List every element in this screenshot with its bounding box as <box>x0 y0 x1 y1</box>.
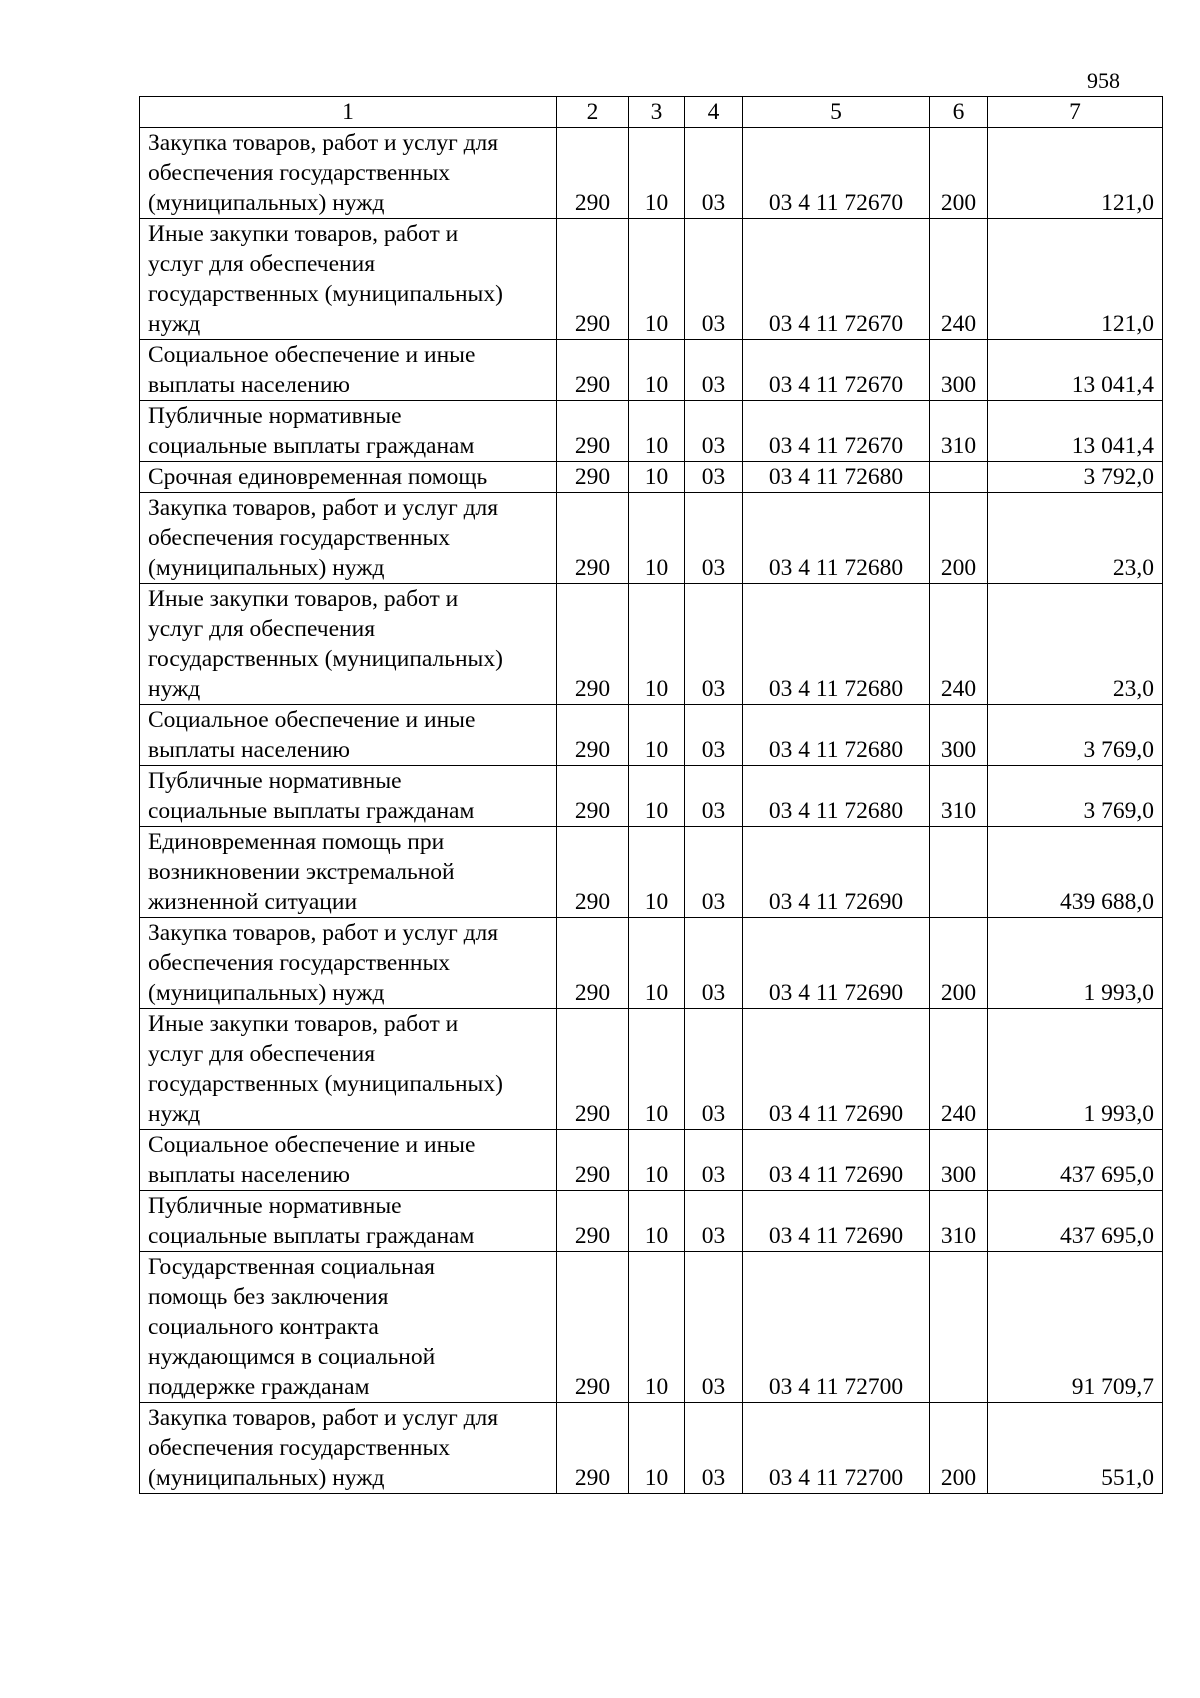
cell-name <box>140 219 557 340</box>
cell-name-line: нужд <box>148 1101 201 1127</box>
cell-name-line: социальные выплаты гражданам <box>148 798 475 824</box>
header-cell: 3 <box>629 97 685 128</box>
cell-col-3: 10 <box>629 584 685 705</box>
header-cell: 2 <box>557 97 629 128</box>
cell-col-3: 10 <box>629 766 685 827</box>
cell-name-line: Публичные нормативные <box>148 1193 402 1219</box>
cell-name-line: нуждающимся в социальной <box>148 1344 436 1370</box>
cell-target-article: 03 4 11 72670 <box>743 219 930 340</box>
cell-expense-type <box>930 1252 988 1403</box>
table-body <box>140 128 1163 1494</box>
cell-col-3: 10 <box>629 462 685 493</box>
cell-col-4: 03 <box>685 401 743 462</box>
cell-target-article: 03 4 11 72680 <box>743 705 930 766</box>
cell-target-article: 03 4 11 72690 <box>743 1130 930 1191</box>
cell-col-2: 290 <box>557 340 629 401</box>
cell-name-line: поддержке гражданам <box>148 1374 370 1400</box>
cell-name-line: государственных (муниципальных) <box>148 646 503 672</box>
cell-name-line: социальные выплаты гражданам <box>148 1223 475 1249</box>
header-cell: 7 <box>988 97 1163 128</box>
cell-name-line: Социальное обеспечение и иные <box>148 707 476 733</box>
cell-name <box>140 493 557 584</box>
cell-expense-type <box>930 462 988 493</box>
cell-col-4: 03 <box>685 584 743 705</box>
cell-col-2: 290 <box>557 1403 629 1494</box>
cell-name-line: Социальное обеспечение и иные <box>148 342 476 368</box>
cell-col-3: 10 <box>629 918 685 1009</box>
table-row <box>140 584 1163 705</box>
cell-target-article: 03 4 11 72690 <box>743 1191 930 1252</box>
cell-name-line: обеспечения государственных <box>148 950 451 976</box>
table-row <box>140 401 1163 462</box>
cell-name-line: (муниципальных) нужд <box>148 555 385 581</box>
cell-name <box>140 584 557 705</box>
cell-name-line: обеспечения государственных <box>148 525 451 551</box>
header-cell: 4 <box>685 97 743 128</box>
cell-col-3: 10 <box>629 705 685 766</box>
cell-expense-type: 240 <box>930 1009 988 1130</box>
table-row <box>140 827 1163 918</box>
cell-col-4: 03 <box>685 1403 743 1494</box>
cell-amount: 3 769,0 <box>988 766 1163 827</box>
cell-name-line: Социальное обеспечение и иные <box>148 1132 476 1158</box>
cell-name <box>140 1403 557 1494</box>
cell-name-line: государственных (муниципальных) <box>148 281 503 307</box>
cell-expense-type: 240 <box>930 219 988 340</box>
cell-amount: 23,0 <box>988 493 1163 584</box>
cell-name-line: возникновении экстремальной <box>148 859 455 885</box>
cell-name-line: социального контракта <box>148 1314 379 1340</box>
cell-name-line: Публичные нормативные <box>148 768 402 794</box>
cell-target-article: 03 4 11 72680 <box>743 766 930 827</box>
cell-name <box>140 1009 557 1130</box>
cell-expense-type: 310 <box>930 1191 988 1252</box>
cell-name-line: услуг для обеспечения <box>148 251 376 277</box>
table-row <box>140 462 1163 493</box>
header-cell: 5 <box>743 97 930 128</box>
cell-col-2: 290 <box>557 1252 629 1403</box>
cell-col-4: 03 <box>685 1009 743 1130</box>
cell-col-2: 290 <box>557 1191 629 1252</box>
cell-name-line: выплаты населению <box>148 372 350 398</box>
cell-col-4: 03 <box>685 493 743 584</box>
cell-col-2: 290 <box>557 766 629 827</box>
cell-target-article: 03 4 11 72700 <box>743 1252 930 1403</box>
cell-amount: 1 993,0 <box>988 918 1163 1009</box>
cell-expense-type: 200 <box>930 128 988 219</box>
cell-target-article: 03 4 11 72680 <box>743 584 930 705</box>
cell-name <box>140 128 557 219</box>
table-row <box>140 1009 1163 1130</box>
table-header <box>140 97 1163 128</box>
cell-col-4: 03 <box>685 827 743 918</box>
table-row <box>140 219 1163 340</box>
cell-col-3: 10 <box>629 493 685 584</box>
table-row <box>140 766 1163 827</box>
cell-name-line: Иные закупки товаров, работ и <box>148 586 459 612</box>
cell-amount: 3 769,0 <box>988 705 1163 766</box>
header-cell: 1 <box>140 97 557 128</box>
page-number: 958 <box>1087 68 1120 93</box>
cell-amount: 1 993,0 <box>988 1009 1163 1130</box>
budget-table <box>139 96 1163 1494</box>
cell-col-3: 10 <box>629 219 685 340</box>
table-row <box>140 493 1163 584</box>
cell-name-line: Иные закупки товаров, работ и <box>148 1011 459 1037</box>
cell-expense-type: 300 <box>930 705 988 766</box>
cell-col-2: 290 <box>557 493 629 584</box>
cell-expense-type: 200 <box>930 493 988 584</box>
cell-amount: 437 695,0 <box>988 1191 1163 1252</box>
cell-col-2: 290 <box>557 918 629 1009</box>
cell-amount: 91 709,7 <box>988 1252 1163 1403</box>
cell-name <box>140 1191 557 1252</box>
cell-expense-type: 240 <box>930 584 988 705</box>
cell-name-line: нужд <box>148 311 201 337</box>
cell-name-line: Единовременная помощь при <box>148 829 445 855</box>
cell-col-4: 03 <box>685 462 743 493</box>
cell-expense-type <box>930 827 988 918</box>
cell-name-line: Закупка товаров, работ и услуг для <box>148 130 499 156</box>
table-row <box>140 1130 1163 1191</box>
cell-col-4: 03 <box>685 128 743 219</box>
cell-name-line: (муниципальных) нужд <box>148 190 385 216</box>
cell-col-3: 10 <box>629 1009 685 1130</box>
header-cell: 6 <box>930 97 988 128</box>
cell-name-line: (муниципальных) нужд <box>148 980 385 1006</box>
header-row <box>140 97 1163 128</box>
cell-name-line: (муниципальных) нужд <box>148 1465 385 1491</box>
cell-expense-type: 310 <box>930 401 988 462</box>
cell-col-3: 10 <box>629 827 685 918</box>
cell-col-3: 10 <box>629 1252 685 1403</box>
cell-amount: 121,0 <box>988 128 1163 219</box>
cell-col-2: 290 <box>557 1130 629 1191</box>
cell-col-2: 290 <box>557 401 629 462</box>
cell-name <box>140 766 557 827</box>
cell-amount: 439 688,0 <box>988 827 1163 918</box>
cell-name-line: помощь без заключения <box>148 1284 389 1310</box>
cell-amount: 23,0 <box>988 584 1163 705</box>
cell-amount: 3 792,0 <box>988 462 1163 493</box>
cell-target-article: 03 4 11 72680 <box>743 462 930 493</box>
cell-name-line: Публичные нормативные <box>148 403 402 429</box>
cell-name-line: Закупка товаров, работ и услуг для <box>148 1405 499 1431</box>
cell-col-4: 03 <box>685 340 743 401</box>
cell-col-3: 10 <box>629 401 685 462</box>
cell-name <box>140 705 557 766</box>
cell-name-line: Государственная социальная <box>148 1254 435 1280</box>
cell-name-line: Иные закупки товаров, работ и <box>148 221 459 247</box>
cell-col-2: 290 <box>557 462 629 493</box>
cell-expense-type: 310 <box>930 766 988 827</box>
cell-col-4: 03 <box>685 1191 743 1252</box>
cell-col-4: 03 <box>685 219 743 340</box>
cell-name <box>140 1252 557 1403</box>
table-row <box>140 1252 1163 1403</box>
cell-name-line: выплаты населению <box>148 1162 350 1188</box>
cell-col-3: 10 <box>629 1191 685 1252</box>
cell-name <box>140 340 557 401</box>
cell-target-article: 03 4 11 72670 <box>743 401 930 462</box>
cell-col-2: 290 <box>557 584 629 705</box>
cell-expense-type: 200 <box>930 1403 988 1494</box>
table-row <box>140 340 1163 401</box>
cell-name-line: услуг для обеспечения <box>148 1041 376 1067</box>
cell-amount: 13 041,4 <box>988 340 1163 401</box>
cell-name-line: Закупка товаров, работ и услуг для <box>148 495 499 521</box>
cell-name <box>140 827 557 918</box>
cell-col-2: 290 <box>557 827 629 918</box>
cell-name-line: выплаты населению <box>148 737 350 763</box>
cell-name-line: Закупка товаров, работ и услуг для <box>148 920 499 946</box>
cell-name-line: социальные выплаты гражданам <box>148 433 475 459</box>
cell-col-2: 290 <box>557 128 629 219</box>
table-row <box>140 705 1163 766</box>
cell-col-4: 03 <box>685 766 743 827</box>
cell-target-article: 03 4 11 72690 <box>743 827 930 918</box>
table-row <box>140 918 1163 1009</box>
cell-col-3: 10 <box>629 1403 685 1494</box>
cell-col-3: 10 <box>629 340 685 401</box>
cell-col-4: 03 <box>685 1130 743 1191</box>
cell-col-2: 290 <box>557 219 629 340</box>
cell-expense-type: 300 <box>930 1130 988 1191</box>
cell-name <box>140 918 557 1009</box>
cell-name-line: обеспечения государственных <box>148 160 451 186</box>
cell-col-3: 10 <box>629 1130 685 1191</box>
cell-amount: 13 041,4 <box>988 401 1163 462</box>
cell-name-line: Срочная единовременная помощь <box>148 464 488 490</box>
cell-name-line: нужд <box>148 676 201 702</box>
cell-expense-type: 300 <box>930 340 988 401</box>
cell-target-article: 03 4 11 72670 <box>743 340 930 401</box>
cell-target-article: 03 4 11 72700 <box>743 1403 930 1494</box>
cell-target-article: 03 4 11 72670 <box>743 128 930 219</box>
table-row <box>140 1191 1163 1252</box>
cell-name-line: жизненной ситуации <box>148 889 358 915</box>
table-row <box>140 128 1163 219</box>
cell-name <box>140 401 557 462</box>
cell-name-line: государственных (муниципальных) <box>148 1071 503 1097</box>
cell-target-article: 03 4 11 72680 <box>743 493 930 584</box>
cell-col-4: 03 <box>685 1252 743 1403</box>
cell-name <box>140 462 557 493</box>
cell-name-line: обеспечения государственных <box>148 1435 451 1461</box>
cell-col-2: 290 <box>557 705 629 766</box>
cell-amount: 121,0 <box>988 219 1163 340</box>
table-row <box>140 1403 1163 1494</box>
cell-expense-type: 200 <box>930 918 988 1009</box>
cell-col-4: 03 <box>685 705 743 766</box>
cell-col-4: 03 <box>685 918 743 1009</box>
cell-col-2: 290 <box>557 1009 629 1130</box>
cell-name <box>140 1130 557 1191</box>
cell-col-3: 10 <box>629 128 685 219</box>
cell-amount: 551,0 <box>988 1403 1163 1494</box>
cell-amount: 437 695,0 <box>988 1130 1163 1191</box>
cell-name-line: услуг для обеспечения <box>148 616 376 642</box>
cell-target-article: 03 4 11 72690 <box>743 1009 930 1130</box>
cell-target-article: 03 4 11 72690 <box>743 918 930 1009</box>
